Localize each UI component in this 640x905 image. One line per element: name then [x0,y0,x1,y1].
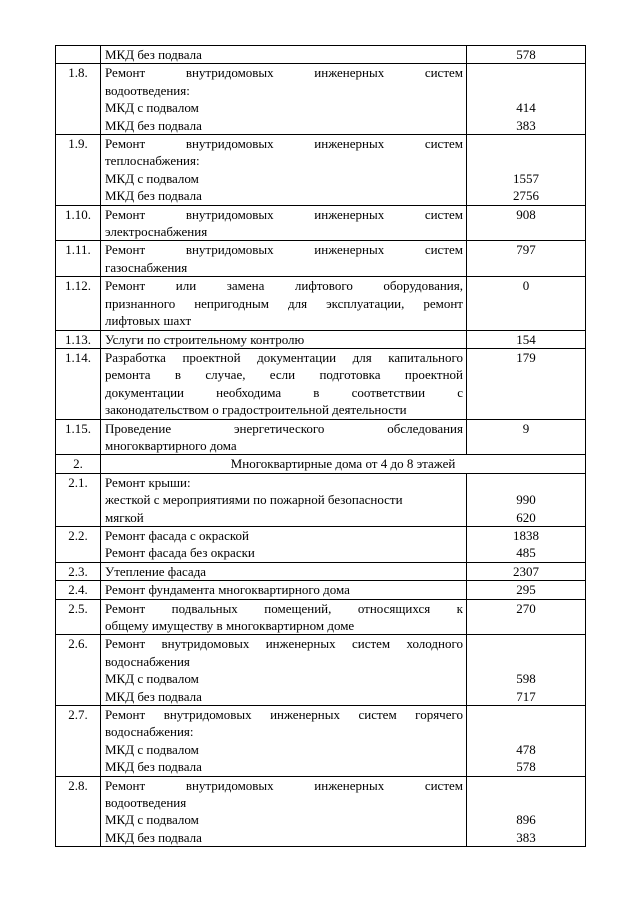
cost-value [467,581,586,599]
value-line: 2756 [513,188,539,204]
description-line: Услуги по строительному контролю [105,331,305,347]
table-row [56,64,586,135]
value-line: 154 [516,331,536,347]
description-line: Ремонт внутридомовых инженерных систем [105,206,463,222]
description-line: документации необходима в соответствии с [105,384,463,400]
description-line: Ремонт подвальных помещений, относящихся к [105,600,463,616]
description-line: МКД с подвалом [105,671,199,687]
value-line: 598 [516,671,536,687]
item-number: 2. [56,455,101,473]
item-number: 1.15. [56,419,101,455]
description-line: МКД с подвалом [105,100,199,116]
work-description [101,706,467,777]
value-line [467,653,585,670]
work-description [101,205,467,241]
item-number: 2.4. [56,581,101,599]
description-line: МКД с подвалом [105,812,199,828]
value-line: 295 [516,582,536,598]
description-line: многоквартирного дома [105,437,237,453]
table-row [56,776,586,847]
description-line: Проведение энергетического обследования [105,420,463,436]
description-line: признанного непригодным для эксплуатации, ремонт [105,295,463,311]
table-row [56,46,586,64]
cost-value [467,419,586,455]
work-description [101,473,467,526]
value-line [467,152,585,169]
table-row [56,599,586,635]
description-line: водоотведения: [105,82,190,98]
work-description [101,330,467,348]
value-line [467,64,585,81]
table-row [56,277,586,330]
cost-value [467,277,586,330]
table-body [56,46,586,847]
value-line: 578 [516,759,536,775]
value-line [467,135,585,152]
value-line [467,82,585,99]
item-number: 2.8. [56,776,101,847]
description-line: Ремонт внутридомовых инженерных систем [105,136,463,152]
description-line: МКД без подвала [105,47,202,62]
work-description [101,64,467,135]
item-number: 1.10. [56,205,101,241]
item-number: 2.5. [56,599,101,635]
work-description [101,776,467,847]
value-line: 578 [516,47,536,62]
description-line: МКД без подвала [105,759,202,775]
cost-value [467,330,586,348]
value-line: 478 [516,741,536,757]
description-line: электроснабжения [105,224,208,240]
value-line: 383 [516,117,536,133]
cost-value [467,46,586,64]
description-line: МКД без подвала [105,188,202,204]
item-number: 2.2. [56,526,101,562]
description-line: Разработка проектной документации для капитального [105,349,463,365]
cost-value [467,473,586,526]
item-number: 1.9. [56,135,101,206]
value-line [467,635,585,652]
work-description [101,277,467,330]
value-line: 383 [516,829,536,845]
cost-value [467,776,586,847]
description-line: Ремонт фасада без окраски [105,545,255,561]
work-description [101,419,467,455]
value-line: 0 [522,278,530,294]
item-number: 1.13. [56,330,101,348]
table-row [56,241,586,277]
value-line: 2307 [513,563,539,579]
item-number: 1.11. [56,241,101,277]
work-description [101,135,467,206]
cost-value [467,64,586,135]
table-row [56,205,586,241]
item-number: 2.6. [56,635,101,706]
description-line: МКД с подвалом [105,170,199,186]
table-row [56,526,586,562]
table-row [56,455,586,473]
value-line: 908 [516,206,536,222]
cost-value [467,348,586,419]
value-line: 179 [516,349,536,365]
item-number: 1.8. [56,64,101,135]
cost-value [467,562,586,580]
item-number: 1.12. [56,277,101,330]
value-line: 9 [522,420,530,436]
item-number: 1.14. [56,348,101,419]
description-line: законодательством о градостроительной деятельности [105,402,407,418]
table-row [56,135,586,206]
table-row [56,581,586,599]
work-description [101,348,467,419]
cost-value [467,599,586,635]
value-line [467,706,585,723]
description-line: теплоснабжения: [105,153,200,169]
description-line: Ремонт крыши: [105,474,191,490]
description-line: Ремонт внутридомовых инженерных систем холодного [105,636,463,652]
cost-value [467,205,586,241]
value-line: 1557 [513,170,539,186]
work-description [101,526,467,562]
description-line: Утепление фасада [105,563,207,579]
cost-table [55,45,586,847]
value-line: 896 [516,812,536,828]
value-line [467,474,585,491]
work-description [101,581,467,599]
cost-value [467,706,586,777]
description-line: Ремонт внутридомовых инженерных систем [105,777,463,793]
description-line: водоснабжения [105,653,190,669]
table-row [56,562,586,580]
cost-value [467,635,586,706]
description-line: Ремонт внутридомовых инженерных систем горячего [105,707,463,723]
work-description [101,46,467,64]
description-line: Ремонт внутридомовых инженерных систем [105,242,463,258]
description-line: Ремонт фасада с окраской [105,527,249,543]
description-line: общему имуществу в многоквартирном доме [105,618,355,633]
item-number: 2.7. [56,706,101,777]
table-row [56,419,586,455]
description-line: мягкой [105,509,144,525]
cost-value [467,526,586,562]
table-row [56,635,586,706]
description-line: водоснабжения: [105,724,194,740]
value-line: 990 [516,492,536,508]
description-line: МКД без подвала [105,117,202,133]
item-number [56,46,101,64]
value-line: 414 [516,100,536,116]
value-line: 270 [516,600,536,616]
value-line: 717 [516,688,536,704]
description-line: водоотведения [105,795,187,811]
item-number: 2.1. [56,473,101,526]
value-line [467,723,585,740]
table-row [56,706,586,777]
description-line: МКД без подвала [105,688,202,704]
value-line: 797 [516,242,536,258]
table-row [56,330,586,348]
section-heading: Многоквартирные дома от 4 до 8 этажей [101,455,586,473]
cost-value [467,135,586,206]
value-line: 620 [516,509,536,525]
work-description [101,241,467,277]
description-line: газоснабжения [105,259,188,275]
table-row [56,348,586,419]
item-number: 2.3. [56,562,101,580]
work-description [101,635,467,706]
description-line: жесткой с мероприятиями по пожарной безопасности [105,492,403,508]
description-line: МКД без подвала [105,829,202,845]
description-line: лифтовых шахт [105,313,192,329]
value-line: 485 [516,545,536,561]
value-line [467,794,585,811]
work-description [101,599,467,635]
value-line: 1838 [513,527,539,543]
description-line: Ремонт внутридомовых инженерных систем [105,65,463,81]
description-line: ремонта в случае, если подготовка проектной [105,367,463,383]
cost-value [467,241,586,277]
description-line: МКД с подвалом [105,741,199,757]
value-line [467,777,585,794]
table-row [56,473,586,526]
work-description [101,562,467,580]
description-line: Ремонт или замена лифтового оборудования, [105,278,463,294]
description-line: Ремонт фундамента многоквартирного дома [105,582,350,598]
